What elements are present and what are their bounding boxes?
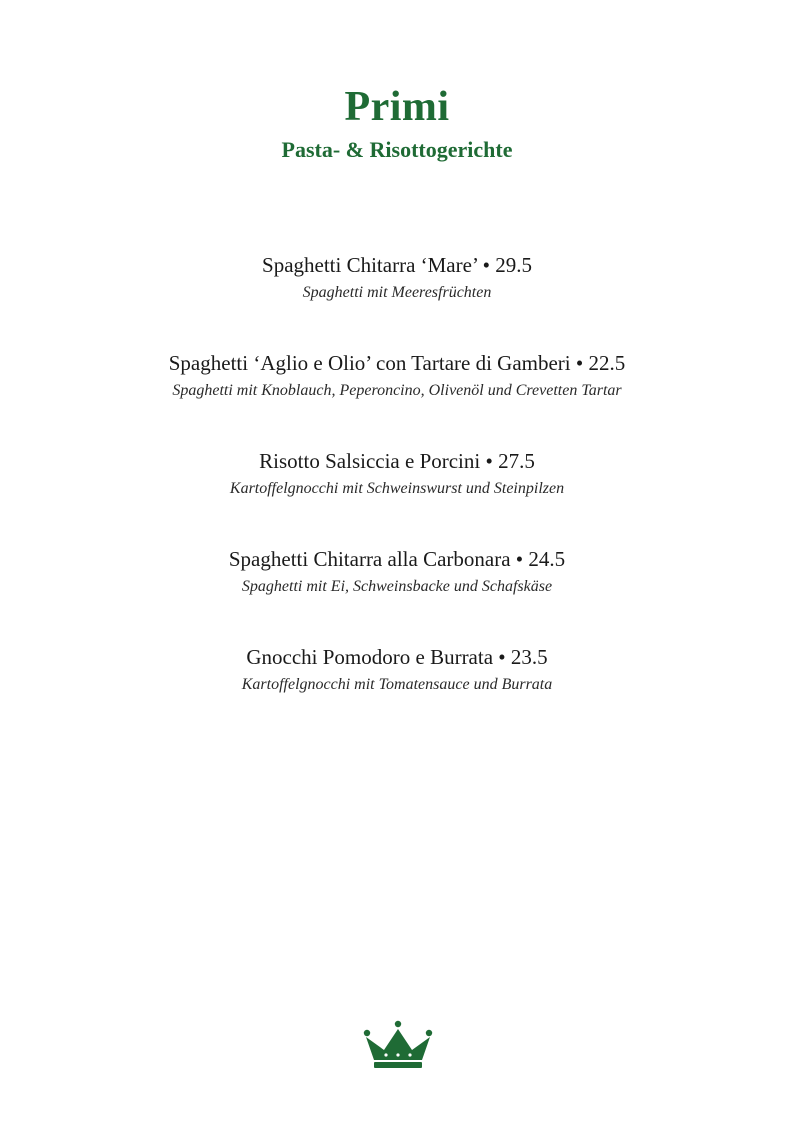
menu-item-description: Kartoffelgnocchi mit Schweinswurst und Steinpilzen xyxy=(229,480,565,497)
menu-item-name: Risotto Salsiccia e Porcini • 27.5 xyxy=(259,449,535,473)
menu-item xyxy=(0,542,794,640)
menu-item xyxy=(0,248,794,346)
menu-item xyxy=(0,640,794,738)
menu-item-description: Spaghetti mit Meeresfrüchten xyxy=(302,284,492,301)
menu-item xyxy=(0,346,794,444)
menu-item-name: Spaghetti Chitarra ‘Mare’ • 29.5 xyxy=(262,253,532,277)
menu-item-name: Spaghetti ‘Aglio e Olio’ con Tartare di Gamberi • 22.5 xyxy=(168,351,626,375)
menu-item-name: Spaghetti Chitarra alla Carbonara • 24.5 xyxy=(228,547,566,571)
menu-item xyxy=(0,444,794,542)
crown-icon xyxy=(362,1020,434,1070)
menu-item-description: Spaghetti mit Ei, Schweinsbacke und Schafskäse xyxy=(241,578,553,595)
menu-item-description: Spaghetti mit Knoblauch, Peperoncino, Olivenöl und Crevetten Tartar xyxy=(172,382,622,399)
menu-item-name: Gnocchi Pomodoro e Burrata • 23.5 xyxy=(246,645,548,669)
menu-header xyxy=(0,82,794,164)
page-subtitle: Pasta- & Risottogerichte xyxy=(281,137,513,162)
menu-item-description: Kartoffelgnocchi mit Tomatensauce und Burrata xyxy=(241,676,553,693)
menu-list xyxy=(0,248,794,738)
page-title: Primi xyxy=(344,84,450,130)
